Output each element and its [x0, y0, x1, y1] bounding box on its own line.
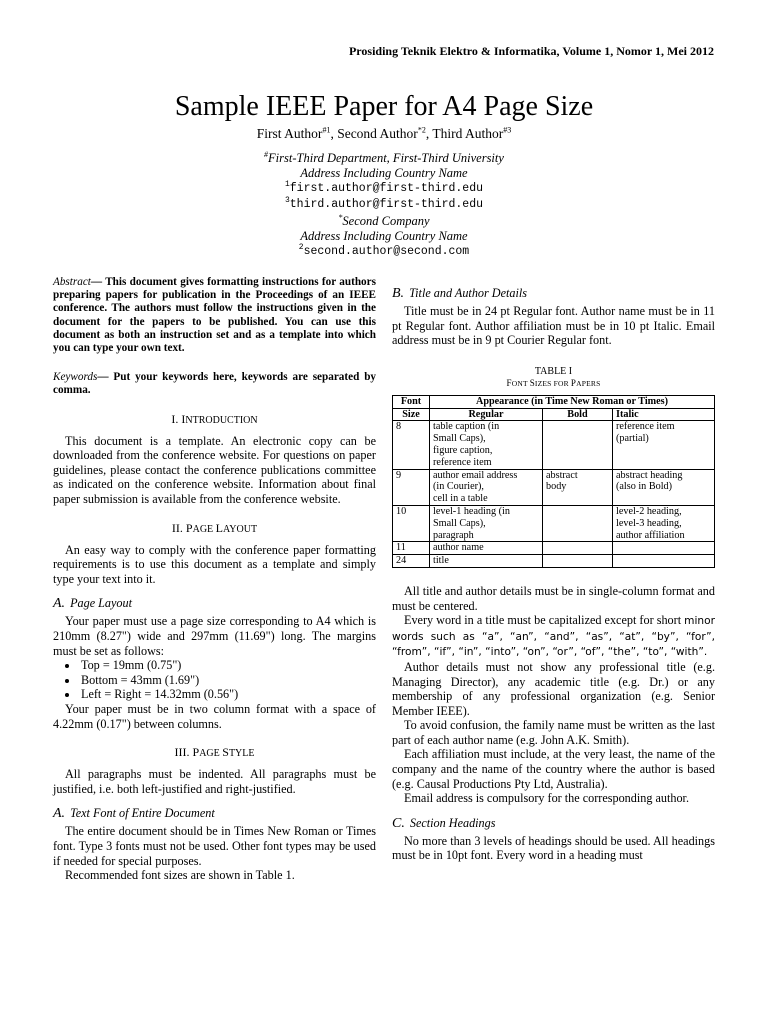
paragraph: Your paper must be in two column format with a space of 4.22mm (0.17") between columns. [53, 701, 376, 731]
list-item: • Left = Right = 14.32mm (0.56") [79, 687, 376, 702]
table-row [393, 469, 715, 505]
paragraph: An easy way to comply with the conference paper formatting requirements is to use this document as a template and simply type your text into it. [53, 542, 376, 586]
table-cell: 8 [393, 421, 430, 469]
cell-line: paragraph [433, 529, 474, 541]
affiliation-symbol: * [338, 212, 343, 222]
cell-line: (in Courier), [433, 481, 484, 493]
table-cell [543, 505, 613, 541]
table-header-cell: Font [393, 395, 430, 408]
abstract-dash: — [90, 276, 106, 288]
heading-initial: P [192, 745, 200, 760]
keywords-text: Put your keywords here, keywords are separated by comma. [53, 371, 377, 397]
table-cell [613, 555, 715, 568]
affiliation-symbol: # [264, 149, 269, 159]
table-cell: title [430, 555, 543, 568]
author-email [0, 245, 768, 259]
paragraph: Each affiliation must include, at the very least, the name of the company and the name of the country where the author is based (e.g. Causal Productions Pty Ltd, Australia). [392, 747, 715, 791]
table-cell [430, 469, 543, 505]
heading-small-caps: AYOUT [223, 523, 258, 535]
paragraph: Email address is compulsory for the corresponding author. [404, 791, 689, 806]
author-list [0, 126, 768, 142]
author-name: Third Author [432, 126, 504, 141]
author-superscript: #3 [503, 125, 512, 135]
list-item: • Bottom = 43mm (1.69") [79, 673, 376, 688]
heading-small-caps: TYLE [228, 748, 255, 760]
affiliation-2-name [0, 214, 768, 229]
email-superscript: 2 [298, 243, 304, 253]
table-row [393, 505, 715, 541]
affiliation-1-name [0, 151, 768, 166]
paragraph-text: Every word in a title must be capitalized except for short [404, 613, 685, 628]
table-cell [543, 421, 613, 469]
table-cell: 10 [393, 505, 430, 541]
title-small-caps: ONT [511, 378, 530, 388]
cell-line: level-1 heading (in [433, 505, 510, 517]
section-number: III. [174, 745, 193, 760]
table-header-row [393, 408, 715, 421]
cell-line: (also in Bold) [616, 481, 673, 493]
email-address: second.author@second.com [303, 245, 470, 258]
title-small-caps: IZES FOR [534, 378, 571, 388]
table-cell [613, 542, 715, 555]
heading-initial: I [181, 411, 186, 426]
author-name: First Author [256, 126, 323, 141]
table-cell: author name [430, 542, 543, 555]
affiliation-1-address: Address Including Country Name [300, 166, 468, 180]
cell-line: Small Caps), [433, 517, 486, 529]
affiliation-text: Second Company [342, 214, 430, 228]
abstract-text: This document gives formatting instructions for authors preparing papers for publication in the Proceedings of an IEEE conference. The authors must follow the instructions given in the document for the papers to be published. You can use this document as both an instruction set and as a template into which you can type your own text. [53, 276, 376, 355]
paragraph: All paragraphs must be indented. All paragraphs must be justified, i.e. both left-justified and right-justified. [53, 767, 376, 796]
cell-line: Small Caps), [433, 433, 486, 445]
subsection-letter: A. [53, 596, 66, 612]
subsection-letter: A. [53, 806, 66, 822]
paragraph: Author details must not show any professional title (e.g. Managing Director), any academic title (e.g. Dr.) or any membership of any professional organization (e.g. Senior Member IEEE). [392, 659, 715, 718]
table-row [393, 421, 715, 469]
abstract-label: Abstract [53, 276, 91, 288]
author-superscript: *2 [417, 125, 426, 135]
paragraph: This document is a template. An electronic copy can be downloaded from the conference website. For questions on paper guidelines, please contact the conference publications committee as indicated on the conference website. Information about final paper submission is available from the conference website. [53, 433, 376, 506]
cell-line: body [546, 481, 567, 493]
author-superscript: #1 [322, 125, 331, 135]
author-email [0, 182, 768, 196]
table-header-cell: Bold [543, 408, 613, 421]
author-email [0, 198, 768, 212]
table-cell [613, 469, 715, 505]
table-cell: 9 [393, 469, 430, 505]
author-name: Second Author [337, 126, 418, 141]
abstract [53, 276, 376, 355]
cell-line: cell in a table [433, 493, 488, 505]
margin-list [53, 658, 376, 702]
running-head: Prosiding Teknik Elektro & Informatika, Volume 1, Nomor 1, Mei 2012 [348, 44, 714, 58]
heading-initial: L [215, 520, 223, 535]
table-cell: 24 [393, 555, 430, 568]
paragraph: Your paper must use a page size corresponding to A4 which is 210mm (8.27") wide and 297mm (11.69") long. The margins must be set as follows: [53, 614, 376, 658]
cell-line: (partial) [616, 433, 649, 445]
email-address: first.author@first-third.edu [289, 182, 484, 195]
subsection-heading-text-font [53, 806, 376, 821]
title-initial: P [570, 377, 577, 388]
section-number: II. [171, 520, 186, 535]
subsection-heading-title-author [392, 286, 715, 301]
table-cell: 11 [393, 542, 430, 555]
subsection-heading-page-layout [53, 596, 376, 611]
email-address: third.author@first-third.edu [289, 198, 484, 211]
table-cell [543, 542, 613, 555]
table-cell [613, 421, 715, 469]
right-column [392, 286, 715, 863]
cell-line: author affiliation [616, 529, 685, 541]
title-small-caps: APERS [576, 378, 601, 388]
heading-initial: P [185, 520, 193, 535]
subsection-letter: B. [392, 286, 405, 301]
section-heading-page-layout [53, 521, 376, 537]
affiliation-2-address: Address Including Country Name [300, 229, 468, 243]
table-caption: TABLE I [534, 365, 573, 377]
cell-line: abstract heading [616, 469, 683, 481]
title-initial: S [529, 377, 535, 388]
cell-line: abstract [546, 469, 578, 481]
table-row [393, 555, 715, 568]
paper-title: Sample IEEE Paper for A4 Page Size [174, 91, 594, 122]
table-cell [543, 555, 613, 568]
keywords-label: Keywords [53, 371, 98, 384]
paragraph: No more than 3 levels of headings should be used. All headings must be in 10pt font. Every word in a heading must [392, 833, 715, 863]
cell-line: reference item [433, 456, 492, 468]
subsection-title: Title and Author Details [409, 286, 527, 300]
table-cell [430, 505, 543, 541]
heading-small-caps: AGE [199, 748, 223, 760]
table-header-cell: Regular [430, 408, 543, 421]
keywords [53, 371, 376, 397]
table-header-row [393, 395, 715, 408]
paragraph: The entire document should be in Times New Roman or Times font. Type 3 fonts must not be used. Other font types may be used if needed for special purposes. [53, 824, 376, 868]
minor-words-list: minor words such as “a”, “an”, “and”, “as”, “at”, “by”, “for”, “from”, “if”, “in”, “into”, “on”, “or”, “of”, “the”, “to”, “with”. [392, 615, 715, 659]
paragraph: Title must be in 24 pt Regular font. Author name must be in 11 pt Regular font. Author affiliation must be in 10 pt Italic. Email address must be in 9 pt Courier Regular font. [392, 304, 715, 348]
email-superscript: 1 [284, 180, 290, 190]
font-size-table [392, 395, 715, 568]
email-superscript: 3 [284, 196, 290, 206]
table-title [392, 378, 715, 389]
heading-initial: S [222, 745, 229, 760]
author-separator: , [425, 126, 433, 141]
section-heading-page-style [53, 745, 376, 761]
heading-small-caps: NTRODUCTION [185, 414, 258, 426]
affiliation-text: First-Third Department, First-Third University [268, 151, 504, 165]
subsection-title: Page Layout [70, 596, 133, 611]
paragraph [392, 613, 715, 660]
cell-line: figure caption, [433, 444, 493, 456]
table-cell [613, 505, 715, 541]
table-header-cell: Italic [613, 408, 715, 421]
author-separator: , [330, 126, 338, 141]
paragraph: To avoid confusion, the family name must be written as the last part of each author name (e.g. John A.K. Smith). [392, 718, 715, 747]
subsection-title: Text Font of Entire Document [70, 806, 215, 821]
cell-line: reference item [616, 421, 675, 433]
subsection-title: Section Headings [409, 815, 496, 830]
table-row [393, 542, 715, 555]
cell-line: level-2 heading, [616, 505, 682, 517]
table-cell [430, 421, 543, 469]
paragraph: Recommended font sizes are shown in Table 1. [65, 868, 295, 883]
section-number: I. [171, 411, 182, 426]
left-column [53, 276, 376, 883]
title-initial: F [506, 377, 512, 388]
table-header-cell: Size [393, 408, 430, 421]
subsection-heading-section-headings [392, 816, 715, 831]
keywords-dash: — [97, 371, 114, 384]
paragraph: All title and author details must be in single-column format and must be centered. [392, 583, 715, 613]
section-heading-introduction [53, 412, 376, 428]
table-header-cell: Appearance (in Time New Roman or Times) [430, 395, 715, 408]
cell-line: author email address [433, 469, 518, 481]
list-item: • Top = 19mm (0.75") [79, 658, 376, 673]
subsection-letter: C. [392, 815, 405, 831]
cell-line: table caption (in [433, 421, 500, 433]
cell-line: level-3 heading, [616, 517, 682, 529]
table-cell [543, 469, 613, 505]
heading-small-caps: AGE [192, 523, 216, 535]
